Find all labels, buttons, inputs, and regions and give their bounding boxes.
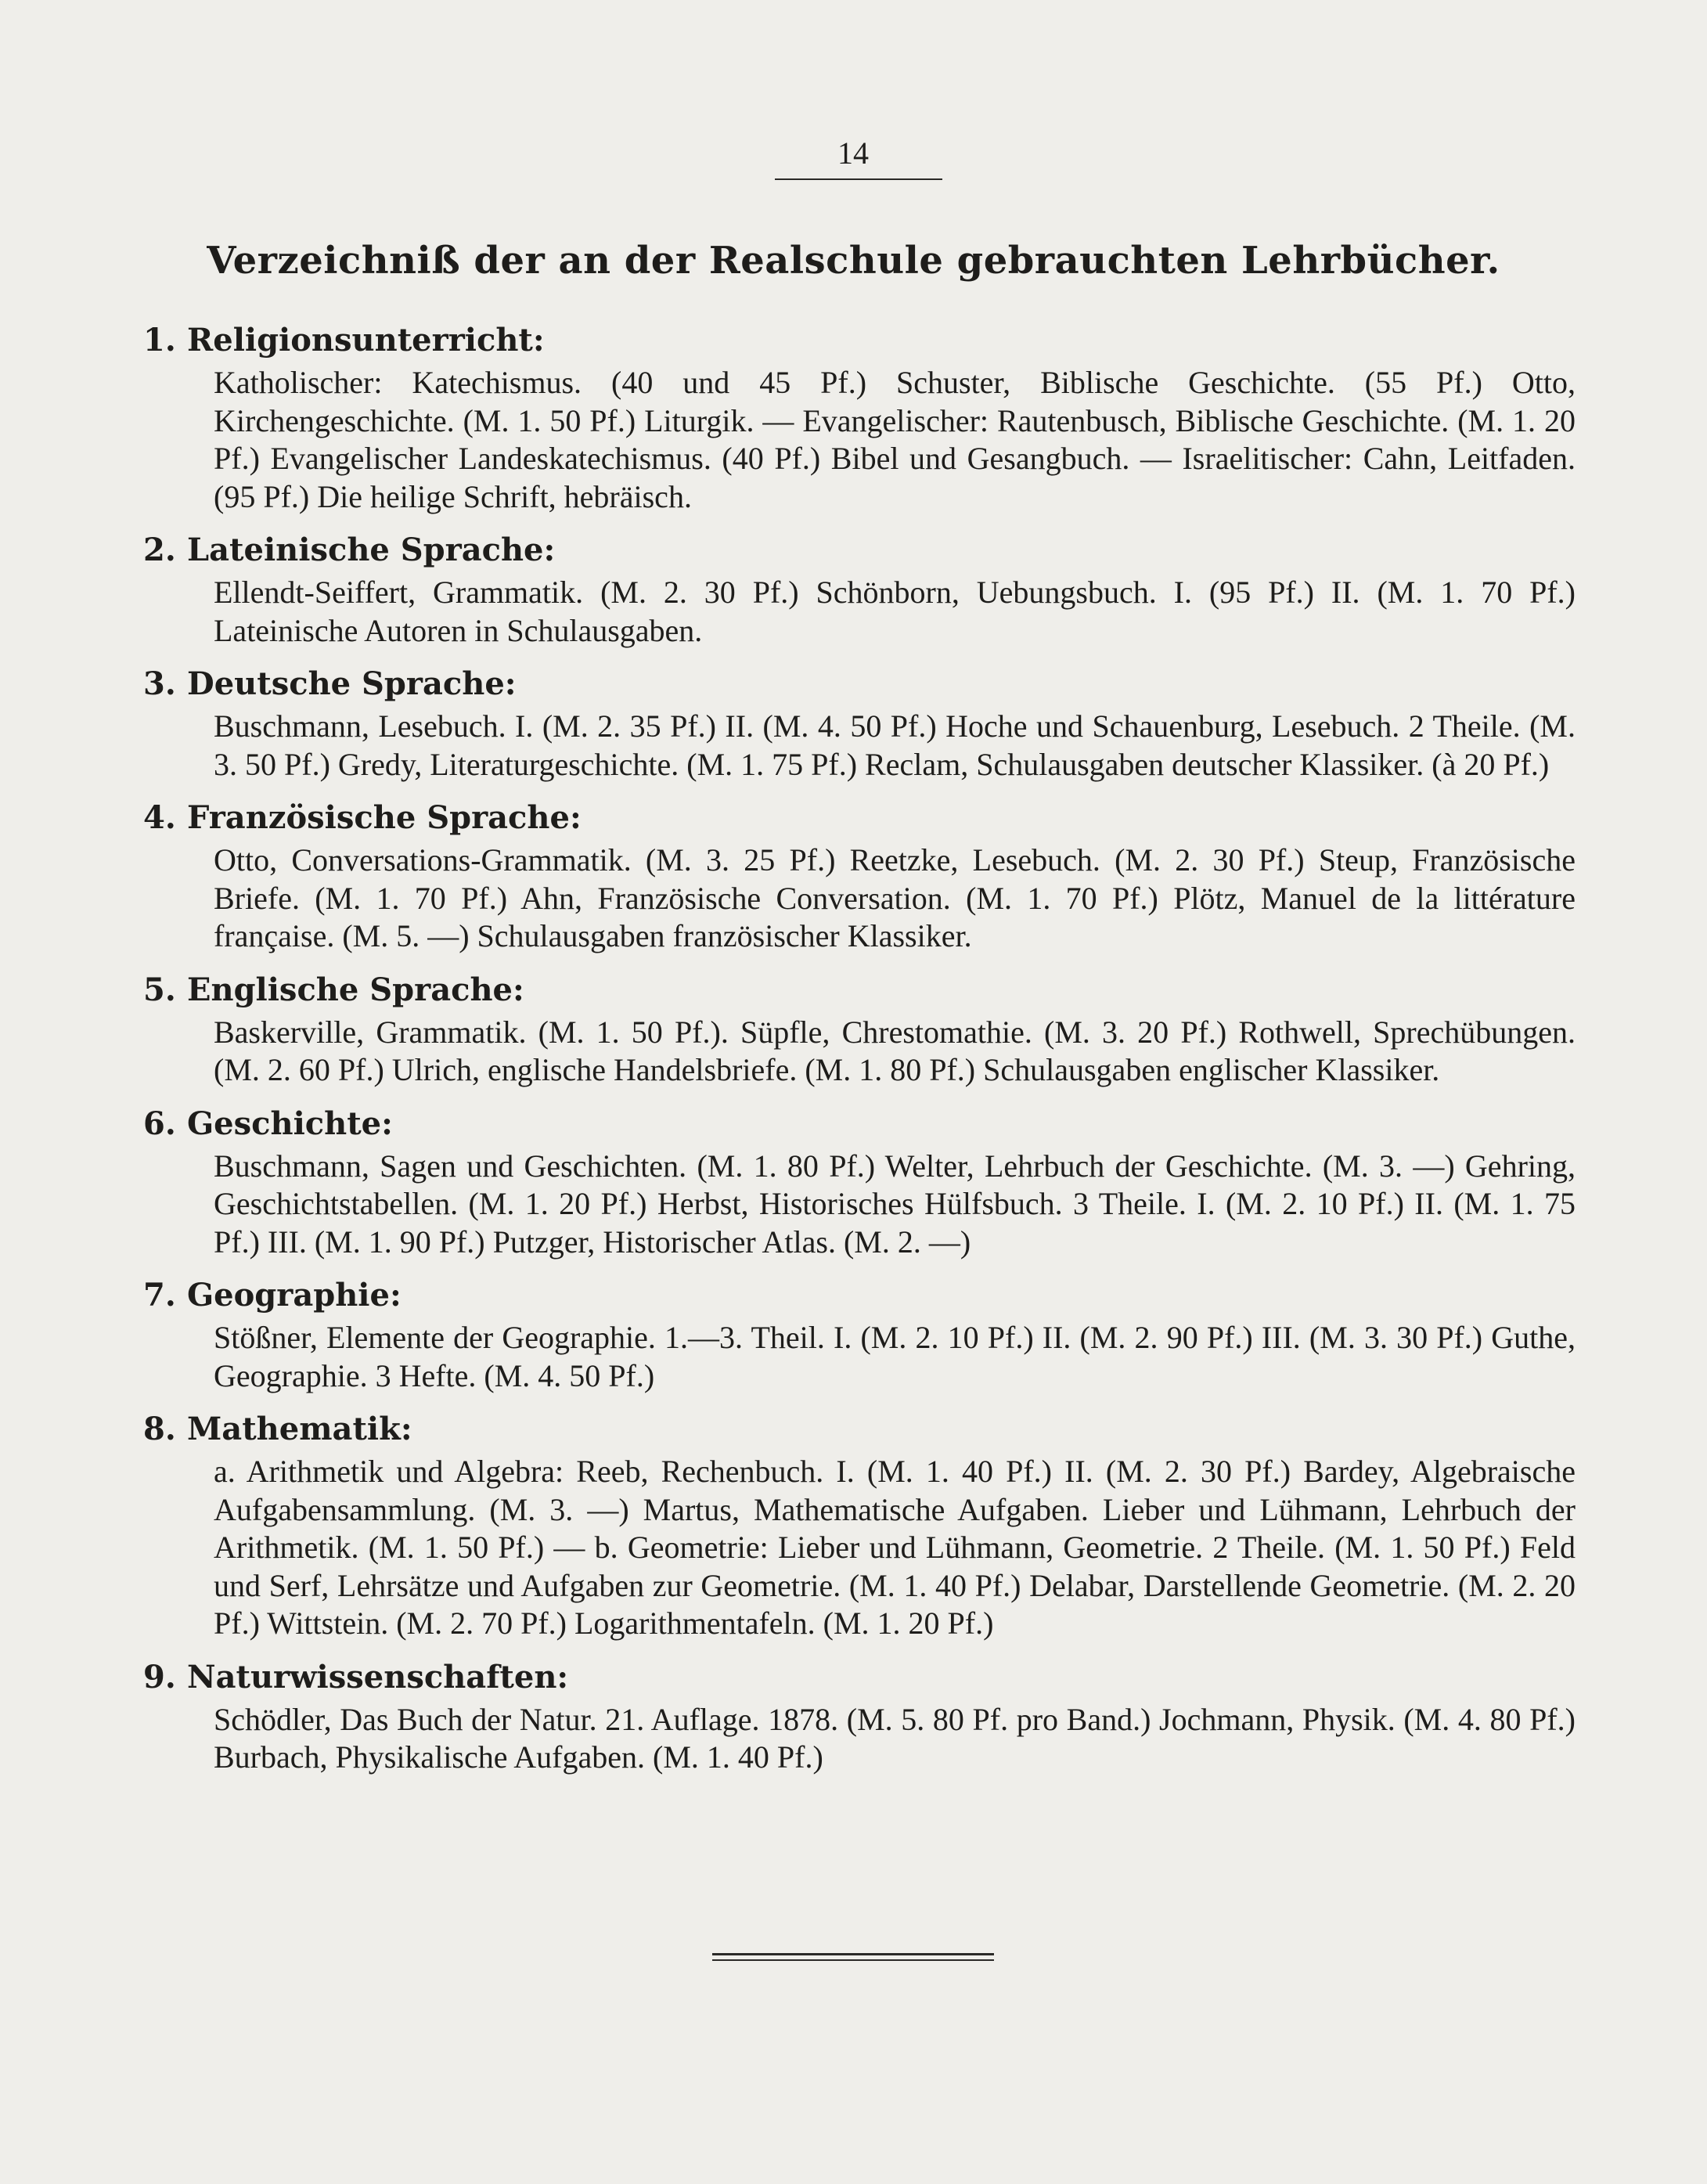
section-number: 8. (143, 1411, 176, 1447)
section-text: Buschmann, Sagen und Geschichten. (M. 1. 80 Pf.) Welter, Lehrbuch der Geschichte. (M. 3. —) Gehring, Geschichtstabellen. (M. 1. 20 Pf.) Herbst, Historisches Hülfsbuch. 3 Theile. I. (M. 2. 10 Pf.) II. (M. 1. 75 Pf.) III. (M. 1. 90 Pf.) Putzger, Historischer Atlas. (M. 2. —) (214, 1148, 1576, 1260)
section-french (143, 795, 1576, 967)
closing-rule (712, 1953, 994, 1955)
section-title: Geschichte: (187, 1105, 393, 1142)
section-title: Geographie: (187, 1277, 402, 1314)
section-latin (143, 527, 1576, 661)
section-text: Stößner, Elemente der Geographie. 1.—3. Theil. I. (M. 2. 10 Pf.) II. (M. 2. 90 Pf.) III. (M. 3. 30 Pf.) Guthe, Geographie. 3 Hefte. (M. 4. 50 Pf.) (214, 1320, 1576, 1393)
section-text: Schödler, Das Buch der Natur. 21. Auflage. 1878. (M. 5. 80 Pf. pro Band.) Jochmann, Physik. (M. 4. 80 Pf.) Burbach, Physikalische Aufgaben. (M. 1. 40 Pf.) (214, 1701, 1576, 1775)
section-english (143, 967, 1576, 1101)
section-title: Naturwissenschaften: (187, 1658, 569, 1696)
section-heading (143, 1654, 1576, 1701)
section-religion (143, 317, 1576, 527)
section-text: Baskerville, Grammatik. (M. 1. 50 Pf.). Süpfle, Chrestomathie. (M. 3. 20 Pf.) Rothwell, Sprechübungen. (M. 2. 60 Pf.) Ulrich, englische Handelsbriefe. (M. 1. 80 Pf.) Schulausgaben englischer Klassiker. (214, 1014, 1576, 1087)
section-body (214, 1319, 1576, 1406)
section-number: 2. (143, 532, 176, 568)
section-text: Buschmann, Lesebuch. I. (M. 2. 35 Pf.) II. (M. 4. 50 Pf.) Hoche und Schauenburg, Lesebuch. 2 Theile. (M. 3. 50 Pf.) Gredy, Literaturgeschichte. (M. 1. 75 Pf.) Reclam, Schulausgaben deutscher Klassiker. (à 20 Pf.) (214, 708, 1576, 782)
section-number: 3. (143, 665, 176, 702)
section-text: Ellendt-Seiffert, Grammatik. (M. 2. 30 Pf.) Schönborn, Uebungsbuch. I. (95 Pf.) II. (M. 1. 70 Pf.) Lateinische Autoren in Schulausgaben. (214, 575, 1576, 648)
section-number: 9. (143, 1658, 176, 1696)
section-title: Deutsche Sprache: (187, 665, 517, 702)
section-heading (143, 795, 1576, 842)
section-text: a. Arithmetik und Algebra: Reeb, Rechenbuch. I. (M. 1. 40 Pf.) II. (M. 2. 30 Pf.) Bardey, Algebraische Aufgabensammlung. (M. 3. —) Martus, Mathematische Aufgaben. Lieber und Lühmann, Lehrbuch der Arithmetik. (M. 1. 50 Pf.) — b. Geometrie: Lieber und Lühmann, Geometrie. 2 Theile. (M. 1. 50 Pf.) Feld und Serf, Lehrsätze und Aufgaben zur Geometrie. (M. 1. 40 Pf.) Delabar, Darstellende Geometrie. (M. 2. 20 Pf.) Wittstein. (M. 2. 70 Pf.) Logarithmentafeln. (M. 1. 20 Pf.) (214, 1454, 1576, 1641)
section-title: Religionsunterricht: (187, 322, 545, 359)
section-body (214, 1453, 1576, 1654)
page-number: 14 (837, 135, 869, 171)
section-body (214, 842, 1576, 967)
section-geography (143, 1272, 1576, 1406)
section-number: 4. (143, 799, 176, 836)
section-body (214, 1148, 1576, 1273)
page-number-rule (775, 178, 942, 180)
section-mathematics (143, 1406, 1576, 1654)
section-body (214, 1701, 1576, 1788)
section-number: 5. (143, 971, 176, 1008)
section-body (214, 708, 1576, 795)
section-number: 6. (143, 1105, 176, 1142)
closing-rule (712, 1959, 994, 1961)
section-heading (143, 1406, 1576, 1453)
section-german (143, 661, 1576, 795)
section-history (143, 1101, 1576, 1273)
section-heading (143, 527, 1576, 574)
section-title: Mathematik: (187, 1411, 412, 1447)
section-heading (143, 1101, 1576, 1148)
section-body (214, 574, 1576, 661)
section-title: Französische Sprache: (187, 799, 582, 836)
section-heading (143, 661, 1576, 708)
section-number: 7. (143, 1277, 176, 1314)
section-title: Lateinische Sprache: (187, 532, 556, 568)
section-title: Englische Sprache: (187, 971, 524, 1008)
section-heading (143, 967, 1576, 1014)
section-body (214, 364, 1576, 527)
section-text: Otto, Conversations-Grammatik. (M. 3. 25 Pf.) Reetzke, Lesebuch. (M. 2. 30 Pf.) Steup, Französische Briefe. (M. 1. 70 Pf.) Ahn, Französische Conversation. (M. 1. 70 Pf.) Plötz, Manuel de la littérature française. (M. 5. —) Schulausgaben französischer Klassiker. (214, 842, 1576, 953)
section-text: Katholischer: Katechismus. (40 und 45 Pf.) Schuster, Biblische Geschichte. (55 Pf.) Otto, Kirchengeschichte. (M. 1. 50 Pf.) Liturgik. — Evangelischer: Rautenbusch, Biblische Geschichte. (M. 1. 20 Pf.) Evangelischer Landeskatechismus. (40 Pf.) Bibel und Gesangbuch. — Israelitischer: Cahn, Leitfaden. (95 Pf.) Die heilige Schrift, hebräisch. (214, 365, 1576, 514)
section-body (214, 1014, 1576, 1101)
textbook-list (143, 317, 1576, 1788)
section-natural-sciences (143, 1654, 1576, 1788)
section-number: 1. (143, 322, 176, 359)
section-heading (143, 317, 1576, 364)
section-heading (143, 1272, 1576, 1319)
page-title: Verzeichniß der an der Realschule gebrauchten Lehrbücher. (207, 239, 1500, 283)
